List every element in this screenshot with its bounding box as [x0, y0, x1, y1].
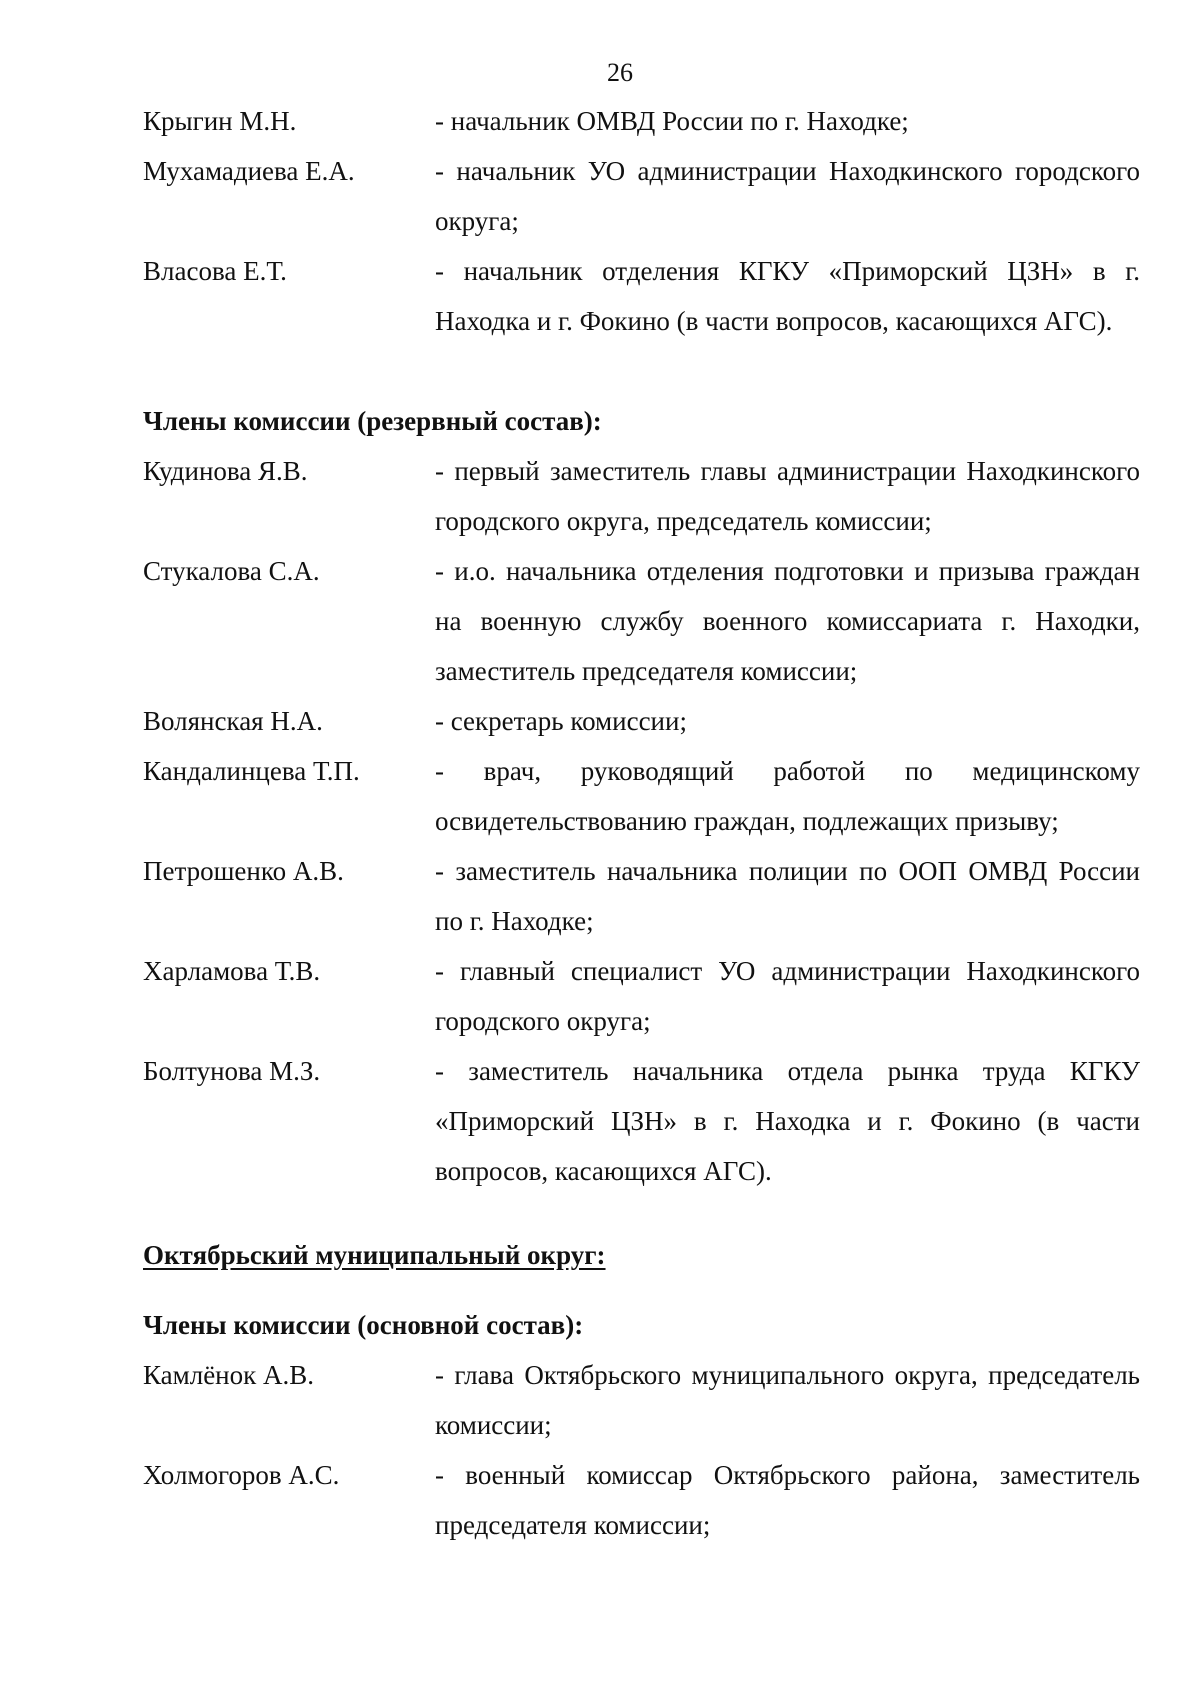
member-name: Болтунова М.З.: [143, 1056, 321, 1086]
member-row: [143, 146, 1140, 246]
member-name: Камлёнок А.В.: [143, 1360, 315, 1390]
member-name: Кудинова Я.В.: [143, 456, 308, 486]
member-role: - заместитель начальника отдела рынка труда КГКУ «Приморский ЦЗН» в г. Находка и г. Фокино (в части вопросов, касающихся АГС).: [435, 1056, 1140, 1186]
reserve-heading: Члены комиссии (резервный состав):: [143, 406, 602, 436]
member-role: - начальник УО администрации Находкинского городского округа;: [435, 156, 1140, 236]
member-name: Петрошенко А.В.: [143, 856, 344, 886]
member-row: [143, 546, 1140, 696]
member-role: - военный комиссар Октябрьского района, заместитель председателя комиссии;: [435, 1460, 1140, 1540]
member-row: [143, 96, 1140, 146]
document-content: [143, 96, 1140, 1550]
member-role: - и.о. начальника отделения подготовки и призыва граждан на военную службу военного комиссариата г. Находки, заместитель председателя комиссии;: [435, 556, 1140, 686]
member-role: - врач, руководящий работой по медицинскому освидетельствованию граждан, подлежащих призыву;: [435, 756, 1140, 836]
member-name: Мухамадиева Е.А.: [143, 156, 355, 186]
member-name: Стукалова С.А.: [143, 556, 320, 586]
member-row: [143, 1046, 1140, 1196]
member-name: Крыгин М.Н.: [143, 106, 297, 136]
member-name: Волянская Н.А.: [143, 706, 323, 736]
member-row: [143, 746, 1140, 846]
member-row: [143, 696, 1140, 746]
page-number: 26: [607, 58, 633, 87]
member-role: - первый заместитель главы администрации Находкинского городского округа, председатель комиссии;: [435, 456, 1140, 536]
member-name: Харламова Т.В.: [143, 956, 321, 986]
main-heading: Члены комиссии (основной состав):: [143, 1310, 584, 1340]
member-role: - начальник ОМВД России по г. Находке;: [435, 106, 909, 136]
member-row: [143, 246, 1140, 346]
member-role: - глава Октябрьского муниципального округа, председатель комиссии;: [435, 1360, 1140, 1440]
member-row: [143, 446, 1140, 546]
member-role: - секретарь комиссии;: [435, 706, 687, 736]
member-row: [143, 1450, 1140, 1550]
member-row: [143, 1350, 1140, 1450]
member-role: - начальник отделения КГКУ «Приморский ЦЗН» в г. Находка и г. Фокино (в части вопросов, касающихся АГС).: [435, 256, 1140, 336]
member-row: [143, 946, 1140, 1046]
member-row: [143, 846, 1140, 946]
district-title: Октябрьский муниципальный округ:: [143, 1240, 606, 1270]
member-name: Власова Е.Т.: [143, 256, 287, 286]
member-name: Холмогоров А.С.: [143, 1460, 340, 1490]
member-role: - заместитель начальника полиции по ООП ОМВД России по г. Находке;: [435, 856, 1140, 936]
member-role: - главный специалист УО администрации Находкинского городского округа;: [435, 956, 1140, 1036]
member-name: Кандалинцева Т.П.: [143, 756, 360, 786]
